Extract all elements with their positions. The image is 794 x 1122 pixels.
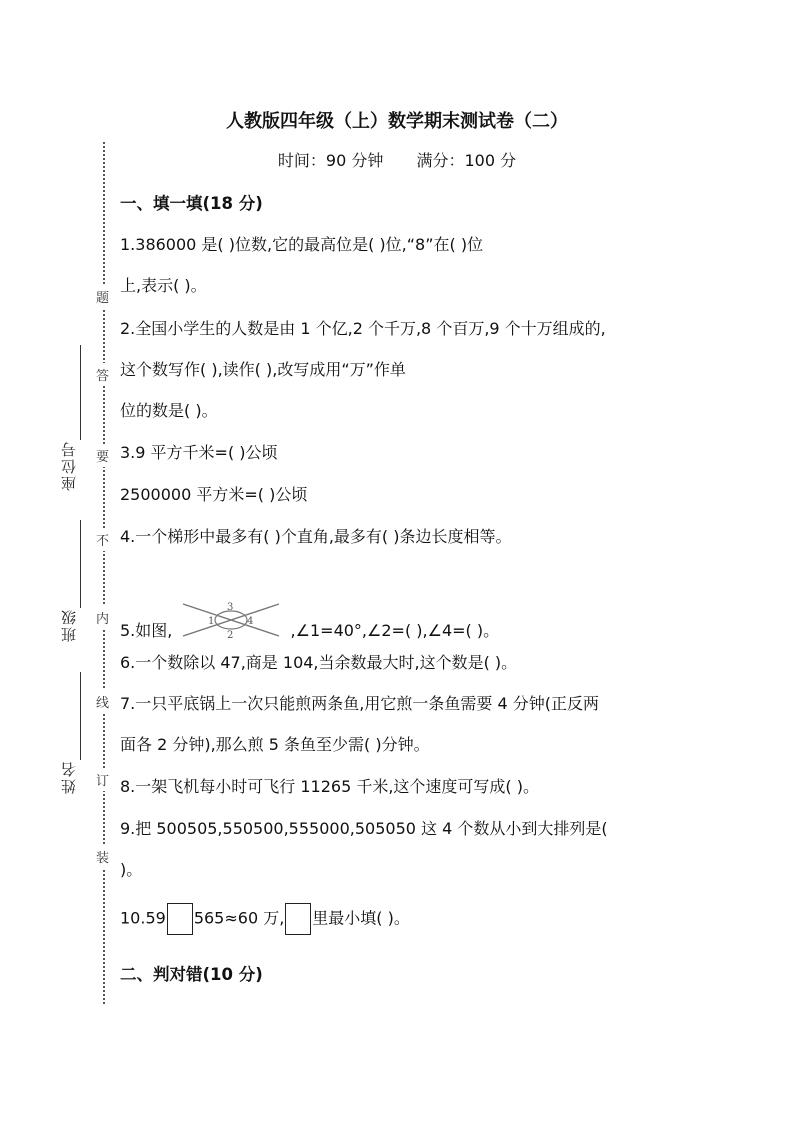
page-title: 人教版四年级（上）数学期末测试卷（二） bbox=[226, 111, 568, 132]
binding-char: 答 bbox=[96, 363, 109, 386]
class-label: 班级 bbox=[60, 608, 78, 642]
question-8: 8.一架飞机每小时可飞行 11265 千米,这个速度可写成( )。 bbox=[120, 777, 539, 796]
question-10-part-a: 10.59 bbox=[120, 908, 166, 928]
angle-label-3: 3 bbox=[227, 602, 234, 613]
name-underline bbox=[80, 672, 81, 760]
section-heading: 一、填一填(18 分) bbox=[120, 194, 263, 213]
question-1-line-1: 1.386000 是( )位数,它的最高位是( )位,“8”在( )位 bbox=[120, 235, 484, 254]
question-7-line-1: 7.一只平底锅上一次只能煎两条鱼,用它煎一条鱼需要 4 分钟(正反两 bbox=[120, 694, 599, 713]
binding-char: 要 bbox=[96, 444, 109, 467]
question-3-line-1: 3.9 平方千米=( )公顷 bbox=[120, 443, 278, 462]
binding-char: 内 bbox=[96, 606, 109, 629]
question-5-prefix: 5.如图, bbox=[120, 621, 173, 640]
angle-label-2: 2 bbox=[227, 630, 234, 641]
binding-char: 装 bbox=[96, 845, 109, 868]
seat-number-underline bbox=[80, 345, 81, 440]
angle-label-1: 1 bbox=[208, 616, 215, 627]
question-4: 4.一个梯形中最多有( )个直角,最多有( )条边长度相等。 bbox=[120, 527, 512, 546]
angle-label-4: 4 bbox=[247, 616, 254, 627]
binding-char: 订 bbox=[96, 768, 109, 791]
question-2-line-3: 位的数是( )。 bbox=[120, 401, 218, 420]
exam-info bbox=[0, 148, 794, 171]
question-1-line-2: 上,表示( )。 bbox=[120, 276, 207, 295]
seat-number-label: 座位号 bbox=[60, 440, 78, 491]
question-6: 6.一个数除以 47,商是 104,当余数最大时,这个数是( )。 bbox=[120, 653, 518, 672]
intersecting-lines-figure bbox=[181, 600, 281, 644]
binding-char: 线 bbox=[96, 690, 109, 713]
exam-score: 满分：100 分 bbox=[416, 151, 517, 170]
question-2-line-1: 2.全国小学生的人数是由 1 个亿,2 个千万,8 个百万,9 个十万组成的, bbox=[120, 319, 606, 338]
binding-dotted-line bbox=[103, 142, 105, 1004]
answer-box[interactable] bbox=[167, 903, 193, 935]
question-5 bbox=[120, 600, 499, 644]
question-3-line-2: 2500000 平方米=( )公顷 bbox=[120, 485, 308, 504]
question-10-part-c: 里最小填( )。 bbox=[312, 908, 410, 928]
question-10-part-b: 565≈60 万, bbox=[193, 908, 285, 928]
binding-char: 不 bbox=[96, 528, 109, 551]
name-label: 姓名 bbox=[60, 760, 78, 794]
question-9-line-2: )。 bbox=[120, 860, 143, 879]
answer-box[interactable] bbox=[285, 903, 311, 935]
question-7-line-2: 面各 2 分钟),那么煎 5 条鱼至少需( )分钟。 bbox=[120, 735, 430, 754]
question-2-line-2: 这个数写作( ),读作( ),改写成用“万”作单 bbox=[120, 360, 406, 379]
question-5-suffix: ,∠1=40°,∠2=( ),∠4=( )。 bbox=[290, 621, 500, 640]
class-underline bbox=[80, 520, 81, 608]
exam-time: 时间：90 分钟 bbox=[277, 151, 384, 170]
section-heading: 二、判对错(10 分) bbox=[120, 965, 263, 984]
binding-char: 题 bbox=[96, 285, 109, 308]
question-10 bbox=[120, 903, 410, 935]
question-9-line-1: 9.把 500505,550500,555000,505050 这 4 个数从小到大排列是( bbox=[120, 819, 608, 838]
